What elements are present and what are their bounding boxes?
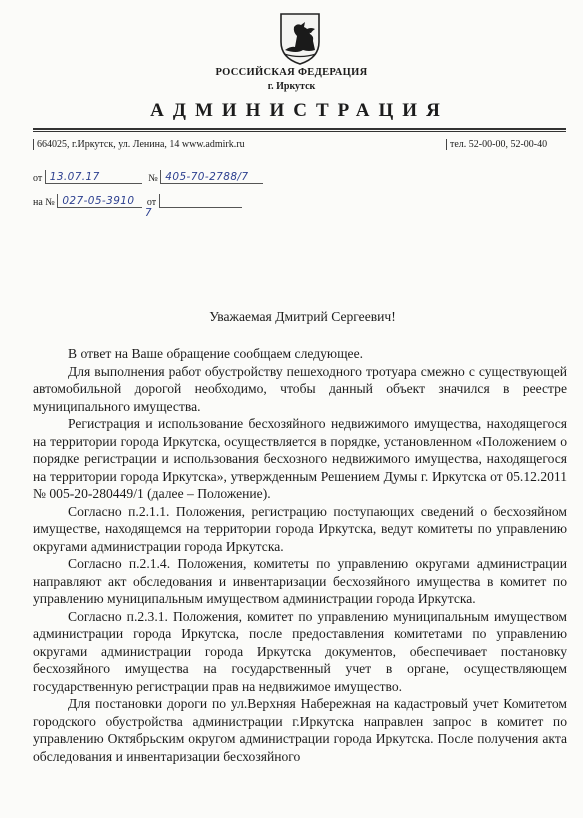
incoming-reference [33,194,242,219]
letter-body [33,345,567,765]
number-value: 405-70-2788/7 [165,171,249,183]
reply-label: на № [33,197,55,208]
letter-greeting: Уважаемая Дмитрий Сергеевич! [209,309,396,324]
body-paragraph: В ответ на Ваше обращение сообщаем следующее. [68,346,364,361]
reply-from-label-text: от [146,197,157,208]
country-name: РОССИЙСКАЯ ФЕДЕРАЦИЯ [215,67,368,78]
number-label: № [148,173,158,184]
irkutsk-coat-of-arms-icon [279,12,321,66]
body-paragraph: Для постановки дороги по ул.Верхняя Набережная на кадастровый учет Комитетом городского обустройства администрации г.Иркутска направлен запрос в комитет по управлению Октябрьским округом администрации города Иркутска. После получения акта обследования и инвентаризации бесхозяйного [33,696,567,764]
date-field [45,170,142,184]
number-field [160,170,263,184]
reply-number-value: 027-05-3910 [62,195,135,207]
contact-address: 664025, г.Иркутск, ул. Ленина, 14 www.admirk.ru [33,139,245,150]
body-paragraph: Согласно п.2.1.1. Положения, регистрацию поступающих сведений о бесхозяйном имуществе, находящемся на территории города Иркутска, ведут комитеты по управлению округами администрации города Иркутска. [33,503,567,554]
date-value: 13.07.17 [49,171,100,183]
body-paragraph: Согласно п.2.3.1. Положения, комитет по управлению муниципальным имуществом администрации города Иркутска, после предоставления комитетами по управлению округами администрации города Иркутска документов, обеспечивает постановку бесхозяйного имущества на государственный учет в органе, осуществляющем государственную регистрации прав на недвижимое имущество. [33,608,567,694]
organization-title: АДМИНИСТРАЦИЯ [150,100,449,121]
city-name: г. Иркутск [267,81,316,92]
date-label: от [33,173,43,184]
header-divider-thin [33,131,566,132]
reply-from-value: 7 [144,207,152,219]
reply-number-field [57,194,142,208]
header-divider [33,128,566,130]
body-paragraph: Регистрация и использование бесхозяйного недвижимого имущества, находящегося на территории города Иркутска, осуществляется в порядке, установленном «Положением о порядке регистрации и использования бесхозного недвижимого имущества, находящегося на территории города Иркутска», утвержденным Решением Думы г. Иркутска от 05.12.2011 № 005-20-280449/1 (далее – Положение). [33,416,567,501]
contact-phone: тел. 52-00-00, 52-00-40 [446,139,547,150]
body-paragraph: Для выполнения работ обустройству пешеходного тротуара смежно с существующей автомобильной дорогой необходимо, чтобы данный объект значился в реестре муниципального имущества. [33,363,567,414]
reply-from-label [144,197,157,219]
outgoing-reference [33,170,263,184]
body-paragraph: Согласно п.2.1.4. Положения, комитеты по управлению округами администрации направляют акт обследования и инвентаризации бесхозяйного имущества в комитет по управлению муниципальным имуществом администрации города Иркутска. [33,556,567,606]
reply-date-field [159,194,242,208]
